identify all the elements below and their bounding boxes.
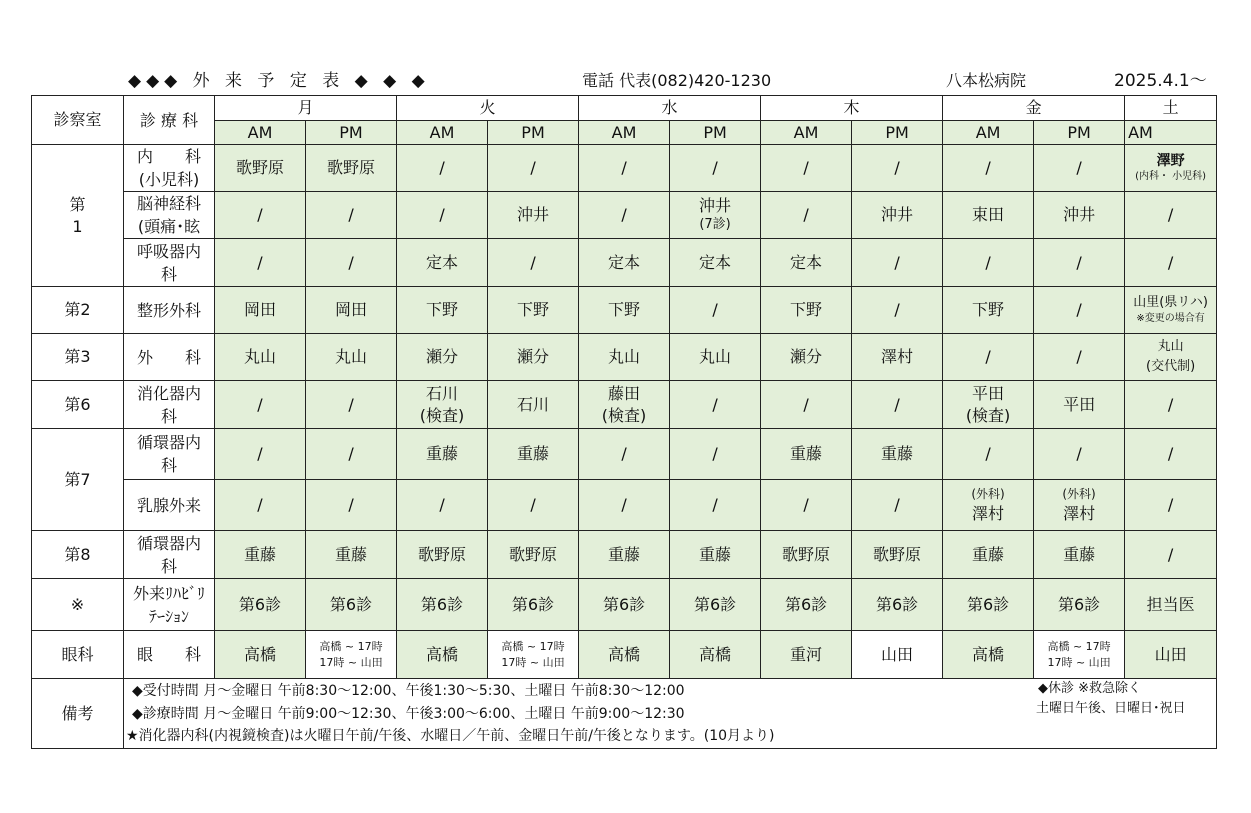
dept-label: 内 科 <box>136 147 201 166</box>
schedule-cell: 山田 <box>852 631 943 679</box>
doctor-name: 藤田 <box>608 383 641 403</box>
schedule-cell-sat: 担当医 <box>1125 579 1217 631</box>
dept-label: ﾃｰｼｮﾝ <box>148 606 189 626</box>
schedule-cell: 高橋 <box>943 631 1034 679</box>
schedule-cell: / <box>306 429 397 480</box>
schedule-cell-sat: / <box>1125 480 1217 531</box>
room-6: 第6 <box>32 381 124 429</box>
schedule-cell: 沖井 <box>1034 192 1125 239</box>
ampm-label: PM <box>670 121 761 145</box>
schedule-cell: / <box>215 192 306 239</box>
ampm-label: AM <box>761 121 852 145</box>
schedule-cell: 歌野原 <box>488 531 579 579</box>
doctor-note: 高橋 ~ 17時 <box>319 639 383 653</box>
schedule-cell: / <box>943 145 1034 192</box>
schedule-cell: / <box>670 381 761 429</box>
doctor-name: 澤村 <box>972 504 1005 523</box>
schedule-cell: / <box>943 334 1034 381</box>
schedule-cell: / <box>670 480 761 531</box>
schedule-cell: / <box>488 239 579 287</box>
doctor-note: (7診) <box>699 217 731 232</box>
day-mon: 月 <box>215 96 397 121</box>
schedule-cell: / <box>852 381 943 429</box>
schedule-cell: 定本 <box>397 239 488 287</box>
room-rehab: ※ <box>32 579 124 631</box>
dept-label: (小児科) <box>138 170 200 189</box>
schedule-cell: / <box>943 429 1034 480</box>
ampm-label: PM <box>488 121 579 145</box>
schedule-cell: / <box>852 145 943 192</box>
schedule-cell: 第6診 <box>215 579 306 631</box>
doctor-name: 澤野 <box>1156 153 1185 169</box>
schedule-cell: 重藤 <box>215 531 306 579</box>
day-wed: 水 <box>579 96 761 121</box>
remarks-label: 備考 <box>32 679 124 749</box>
schedule-cell: / <box>670 145 761 192</box>
dept-breast: 乳腺外来 <box>124 480 215 531</box>
schedule-cell: 高橋 <box>670 631 761 679</box>
room-2: 第2 <box>32 287 124 334</box>
doctor-note: (外科) <box>971 487 1005 501</box>
schedule-cell: 丸山 <box>306 334 397 381</box>
schedule-cell: / <box>306 239 397 287</box>
doctor-note: (検査) <box>601 405 647 425</box>
schedule-cell-sat: 山田 <box>1125 631 1217 679</box>
schedule-cell: / <box>852 480 943 531</box>
schedule-cell <box>943 480 1034 531</box>
schedule-cell: 歌野原 <box>761 531 852 579</box>
schedule-cell: 定本 <box>670 239 761 287</box>
schedule-cell: 重藤 <box>761 429 852 480</box>
doctor-note: (外科) <box>1062 487 1096 501</box>
schedule-cell: / <box>306 381 397 429</box>
dept-cardiology-2 <box>124 531 215 579</box>
schedule-cell: 重藤 <box>943 531 1034 579</box>
schedule-cell: 瀬分 <box>761 334 852 381</box>
schedule-cell: 澤村 <box>852 334 943 381</box>
schedule-cell: / <box>852 239 943 287</box>
dept-neurology <box>124 192 215 239</box>
room-8: 第8 <box>32 531 124 579</box>
dept-label: 科 <box>160 264 177 284</box>
doctor-note: ※変更の場合有 <box>1136 313 1205 324</box>
schedule-cell: 定本 <box>579 239 670 287</box>
schedule-cell: / <box>397 192 488 239</box>
schedule-cell: 瀬分 <box>397 334 488 381</box>
schedule-cell: 高橋 <box>579 631 670 679</box>
header-room: 診察室 <box>32 96 124 145</box>
doctor-note: (検査) <box>419 405 465 425</box>
schedule-cell: 束田 <box>943 192 1034 239</box>
dept-rehab <box>124 579 215 631</box>
dept-label: 脳神経科 <box>136 194 201 213</box>
schedule-cell: / <box>579 429 670 480</box>
dept-label: (頭痛･眩 <box>137 217 201 236</box>
schedule-cell-sat: / <box>1125 239 1217 287</box>
schedule-cell: 下野 <box>397 287 488 334</box>
schedule-cell: / <box>1034 239 1125 287</box>
schedule-cell: / <box>215 480 306 531</box>
schedule-cell: / <box>488 145 579 192</box>
page-title: ◆◆◆ 外 来 予 定 表 ◆ ◆ ◆ <box>128 71 430 91</box>
schedule-cell: 重藤 <box>1034 531 1125 579</box>
dept-label: 循環器内 <box>136 433 201 452</box>
dept-label: 科 <box>160 406 177 426</box>
schedule-cell: 第6診 <box>397 579 488 631</box>
schedule-cell: / <box>761 381 852 429</box>
schedule-cell: / <box>1125 192 1217 239</box>
doctor-note: (内科・ 小児科) <box>1135 171 1207 182</box>
schedule-cell: / <box>1034 145 1125 192</box>
doctor-name: 沖井 <box>699 196 732 215</box>
schedule-cell: / <box>1034 287 1125 334</box>
day-sat: 土 <box>1125 96 1217 121</box>
doctor-note: 17時 ~ 山田 <box>1047 655 1111 669</box>
schedule-cell: / <box>397 480 488 531</box>
schedule-cell-sat: / <box>1125 381 1217 429</box>
doctor-note: (交代制) <box>1146 359 1196 374</box>
ampm-label: AM <box>943 121 1034 145</box>
schedule-cell: / <box>1034 334 1125 381</box>
doctor-name: 平田 <box>972 383 1005 403</box>
schedule-cell: 歌野原 <box>852 531 943 579</box>
schedule-cell: 沖井 <box>488 192 579 239</box>
schedule-cell-sat <box>1125 145 1217 192</box>
schedule-cell: 瀬分 <box>488 334 579 381</box>
schedule-cell: 定本 <box>761 239 852 287</box>
schedule-cell: 第6診 <box>670 579 761 631</box>
header-dept: 診 療 科 <box>124 96 215 145</box>
schedule-cell: 重藤 <box>488 429 579 480</box>
doctor-name: 澤村 <box>1063 504 1096 523</box>
schedule-cell: / <box>1034 429 1125 480</box>
schedule-cell: / <box>306 192 397 239</box>
schedule-cell: 重藤 <box>306 531 397 579</box>
holiday-note: ◆休診 ※救急除く <box>1038 681 1142 696</box>
schedule-cell: / <box>215 429 306 480</box>
schedule-cell <box>1034 480 1125 531</box>
remarks-gastro-note: ★消化器内科(内視鏡検査)は火曜日午前/午後、水曜日／午前、金曜日午前/午後となります。(10月より) <box>126 728 775 744</box>
schedule-cell-sat <box>1125 287 1217 334</box>
day-thu: 木 <box>761 96 943 121</box>
schedule-cell: 下野 <box>579 287 670 334</box>
schedule-cell: 第6診 <box>943 579 1034 631</box>
schedule-cell: 第6診 <box>579 579 670 631</box>
room-7: 第7 <box>32 429 124 531</box>
room-1 <box>32 145 124 287</box>
schedule-cell: 沖井 <box>852 192 943 239</box>
schedule-cell: 歌野原 <box>397 531 488 579</box>
room-label: 第 <box>69 194 86 214</box>
schedule-cell: 岡田 <box>215 287 306 334</box>
schedule-cell: / <box>397 145 488 192</box>
dept-ophthalmology: 眼 科 <box>124 631 215 679</box>
ampm-label: AM <box>579 121 670 145</box>
schedule-cell-sat: / <box>1125 429 1217 480</box>
dept-cardiology <box>124 429 215 480</box>
schedule-cell: / <box>852 287 943 334</box>
holiday-days: 土曜日午後、日曜日･祝日 <box>1036 701 1186 716</box>
schedule-cell-sat: / <box>1125 531 1217 579</box>
schedule-cell: 第6診 <box>306 579 397 631</box>
schedule-cell: 平田 <box>1034 381 1125 429</box>
doctor-name: 丸山 <box>1157 339 1184 354</box>
doctor-name: 山里(県リハ) <box>1133 295 1208 310</box>
schedule-cell: 岡田 <box>306 287 397 334</box>
dept-respiratory <box>124 239 215 287</box>
schedule-cell: 下野 <box>488 287 579 334</box>
schedule-cell: 第6診 <box>761 579 852 631</box>
room-eye: 眼科 <box>32 631 124 679</box>
schedule-cell <box>579 381 670 429</box>
day-fri: 金 <box>943 96 1125 121</box>
schedule-cell <box>670 192 761 239</box>
schedule-cell: 下野 <box>943 287 1034 334</box>
schedule-cell: 丸山 <box>579 334 670 381</box>
schedule-cell: / <box>761 480 852 531</box>
schedule-cell: 重藤 <box>397 429 488 480</box>
doctor-name: 石川 <box>426 383 459 403</box>
schedule-cell: 高橋 <box>215 631 306 679</box>
schedule-cell: / <box>670 429 761 480</box>
schedule-cell: / <box>579 192 670 239</box>
schedule-cell: 重藤 <box>579 531 670 579</box>
schedule-cell: 第6診 <box>1034 579 1125 631</box>
doctor-note: 17時 ~ 山田 <box>501 655 565 669</box>
schedule-cell: 重河 <box>761 631 852 679</box>
ampm-label: AM <box>397 121 488 145</box>
dept-label: 科 <box>160 556 177 576</box>
dept-internal <box>124 145 215 192</box>
schedule-cell-sat <box>1125 334 1217 381</box>
schedule-cell: / <box>761 192 852 239</box>
schedule-cell: / <box>579 145 670 192</box>
schedule-cell: / <box>215 239 306 287</box>
dept-gastro <box>124 381 215 429</box>
dept-label: 外来ﾘﾊﾋﾞﾘ <box>132 583 205 603</box>
schedule-cell: 重藤 <box>852 429 943 480</box>
phone-number: 電話 代表(082)420-1230 <box>582 71 772 90</box>
day-tue: 火 <box>397 96 579 121</box>
schedule-cell <box>1034 631 1125 679</box>
doctor-note: (検査) <box>965 405 1011 425</box>
schedule-cell <box>397 381 488 429</box>
schedule-cell: 第6診 <box>852 579 943 631</box>
ampm-label: PM <box>306 121 397 145</box>
schedule-cell: / <box>579 480 670 531</box>
schedule-cell: 丸山 <box>215 334 306 381</box>
schedule-cell: / <box>306 480 397 531</box>
outpatient-schedule-table <box>31 95 1217 749</box>
room-label: 1 <box>72 216 83 236</box>
effective-date: 2025.4.1～ <box>1114 71 1207 91</box>
ampm-label: PM <box>1034 121 1125 145</box>
remarks-box <box>124 679 1217 749</box>
schedule-cell: / <box>215 381 306 429</box>
dept-label: 呼吸器内 <box>136 241 201 261</box>
schedule-cell: 下野 <box>761 287 852 334</box>
schedule-cell: / <box>943 239 1034 287</box>
dept-label: 循環器内 <box>136 533 201 553</box>
doctor-note: 高橋 ~ 17時 <box>501 639 565 653</box>
dept-surgery: 外 科 <box>124 334 215 381</box>
hospital-name: 八本松病院 <box>946 71 1027 90</box>
dept-label: 消化器内 <box>136 383 201 403</box>
schedule-cell: 重藤 <box>670 531 761 579</box>
dept-label: 科 <box>160 456 177 475</box>
schedule-cell: 歌野原 <box>215 145 306 192</box>
schedule-cell: 歌野原 <box>306 145 397 192</box>
schedule-cell <box>943 381 1034 429</box>
schedule-cell <box>488 631 579 679</box>
schedule-cell: 第6診 <box>488 579 579 631</box>
ampm-label: PM <box>852 121 943 145</box>
schedule-cell: 石川 <box>488 381 579 429</box>
schedule-cell: / <box>670 287 761 334</box>
schedule-cell: 高橋 <box>397 631 488 679</box>
doctor-note: 17時 ~ 山田 <box>319 655 383 669</box>
room-3: 第3 <box>32 334 124 381</box>
remarks-reception-hours: ◆受付時間 月～金曜日 午前8:30～12:00、午後1:30～5:30、土曜日 午前8:30～12:00 <box>132 683 685 699</box>
schedule-cell: / <box>488 480 579 531</box>
remarks-consultation-hours: ◆診療時間 月～金曜日 午前9:00～12:30、午後3:00～6:00、土曜日 午前9:00～12:30 <box>132 706 685 722</box>
doctor-note: 高橋 ~ 17時 <box>1047 639 1111 653</box>
schedule-cell: / <box>761 145 852 192</box>
schedule-cell: 丸山 <box>670 334 761 381</box>
dept-orthopedics: 整形外科 <box>124 287 215 334</box>
schedule-cell <box>306 631 397 679</box>
ampm-label: AM <box>1125 121 1217 145</box>
ampm-label: AM <box>215 121 306 145</box>
